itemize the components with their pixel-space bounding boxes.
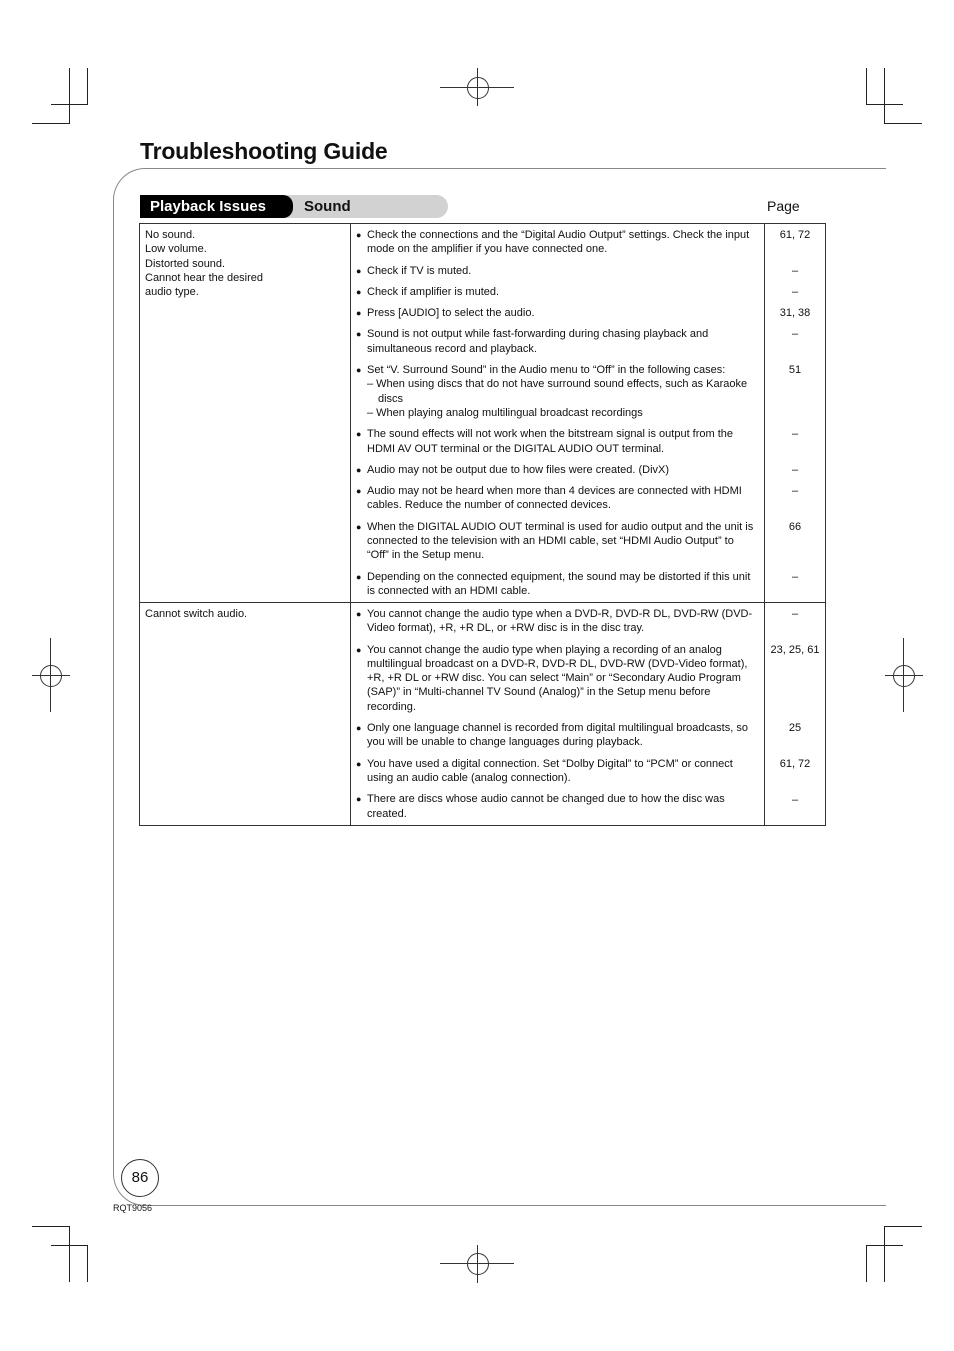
cause-text: You cannot change the audio type when playing a recording of an analog multilingual broadcast on a DVD-R, DVD-R DL, DVD-RW (DVD-Video format), +R, +R DL or +RW disc. You can select “Main” or “Secondary Audio Program (SAP)” in “Multi-channel TV Sound (Analog)” in the Setup menu before recording. <box>367 643 748 713</box>
causes-cell <box>351 224 765 603</box>
page-reference: – <box>791 794 799 806</box>
bullet-icon: ● <box>356 230 362 240</box>
page-reference: – <box>791 571 799 583</box>
problem-cell <box>140 224 351 603</box>
page-title: Troubleshooting Guide <box>140 138 388 164</box>
bullet-icon: ● <box>356 308 362 319</box>
bullet-icon: ● <box>356 486 362 497</box>
cause-item <box>351 603 764 639</box>
problem-text: Low volume. <box>145 243 207 256</box>
cause-text: Depending on the connected equipment, the sound may be distorted if this unit is connected with an HDMI cable. <box>367 570 751 597</box>
page-reference: – <box>791 464 799 476</box>
bullet-icon: ● <box>356 521 362 532</box>
problem-text: audio type. <box>145 286 199 299</box>
cause-item <box>351 788 764 824</box>
page-reference: 61, 72 <box>779 229 811 241</box>
cause-text: Only one language channel is recorded from digital multilingual broadcasts, so you will be unable to change languages during playback. <box>367 722 748 749</box>
cause-text: You have used a digital connection. Set “Dolby Digital” to “PCM” or connect using an audio cable (analog connection). <box>367 757 733 784</box>
page-column-label: Page <box>767 198 800 214</box>
page-reference: – <box>791 328 799 340</box>
cause-item <box>351 260 764 281</box>
page-reference: 23, 25, 61 <box>770 644 820 656</box>
cause-item <box>351 323 764 359</box>
table-row <box>140 603 826 826</box>
cause-item <box>351 717 764 753</box>
cause-text: Check if amplifier is muted. <box>367 285 500 298</box>
cause-text: There are discs whose audio cannot be changed due to how the disc was created. <box>367 793 725 820</box>
cause-item <box>351 566 764 602</box>
page-reference: – <box>791 265 799 277</box>
page-reference: 31, 38 <box>779 307 811 319</box>
problem-text: No sound. <box>145 229 196 241</box>
cause-item <box>351 480 764 516</box>
cause-item <box>351 639 764 717</box>
page-reference: 61, 72 <box>779 758 811 770</box>
page-reference: – <box>791 286 799 298</box>
cause-text: Check if TV is muted. <box>367 264 472 277</box>
cause-text: Press [AUDIO] to select the audio. <box>367 307 535 320</box>
page-reference: 66 <box>788 521 802 533</box>
bullet-icon: ● <box>356 329 362 340</box>
cause-text: Audio may not be output due to how files were created. (DivX) <box>367 463 670 476</box>
cause-item <box>351 302 764 323</box>
cause-text: When the DIGITAL AUDIO OUT terminal is used for audio output and the unit is connected to the television with an HDMI cable, set “HDMI Audio Output” to “Off” in the Setup menu. <box>367 520 754 562</box>
document-code: RQT9056 <box>113 1203 153 1213</box>
cause-item <box>351 224 764 260</box>
section-tab: Playback Issues <box>140 195 293 218</box>
cause-text: Sound is not output while fast-forwarding during chasing playback and simultaneous record and playback. <box>367 328 709 355</box>
cause-text: Set “V. Surround Sound” in the Audio menu to “Off” in the following cases: <box>367 364 726 377</box>
bullet-icon: ● <box>356 365 362 376</box>
bullet-icon: ● <box>356 644 362 655</box>
cause-item <box>351 359 764 423</box>
page-ref-cell <box>765 603 826 826</box>
bullet-icon: ● <box>356 464 362 475</box>
page-reference: – <box>791 485 799 497</box>
cause-text: Check the connections and the “Digital Audio Output” settings. Check the input mode on the amplifier if you have connected one. <box>367 229 750 256</box>
troubleshooting-table <box>139 223 826 826</box>
cause-text: Audio may not be heard when more than 4 devices are connected with HDMI cables. Reduce the number of connected devices. <box>367 485 742 512</box>
bullet-icon: ● <box>356 429 362 440</box>
cause-item <box>351 753 764 789</box>
problem-text: Cannot switch audio. <box>145 608 248 620</box>
bullet-icon: ● <box>356 571 362 582</box>
table-row <box>140 224 826 603</box>
cause-text: The sound effects will not work when the bitstream signal is output from the HDMI AV OUT terminal or the DIGITAL AUDIO OUT terminal. <box>367 428 734 455</box>
problem-text: Cannot hear the desired <box>145 271 264 284</box>
page-number: 86 <box>121 1159 159 1197</box>
problem-text: Distorted sound. <box>145 257 226 270</box>
bullet-icon: ● <box>356 758 362 769</box>
bullet-icon: ● <box>356 794 362 805</box>
problem-cell <box>140 603 351 826</box>
page-reference: 51 <box>788 364 802 376</box>
cause-item <box>351 281 764 302</box>
cause-item <box>351 459 764 480</box>
page-reference: 25 <box>788 722 802 734</box>
bullet-icon: ● <box>356 723 362 734</box>
bullet-icon: ● <box>356 265 362 276</box>
page-ref-cell <box>765 224 826 603</box>
section-subtitle: Sound <box>304 198 351 215</box>
bullet-icon: ● <box>356 609 362 619</box>
cause-text: You cannot change the audio type when a DVD-R, DVD-R DL, DVD-RW (DVD-Video format), +R, +R DL, or +RW disc is in the disc tray. <box>367 608 753 635</box>
cause-item <box>351 516 764 566</box>
bullet-icon: ● <box>356 286 362 297</box>
cause-subitem: – When using discs that do not have surround sound effects, such as Karaoke discs <box>367 378 748 405</box>
cause-item <box>351 423 764 459</box>
cause-subitem: – When playing analog multilingual broadcast recordings <box>367 406 643 419</box>
causes-cell <box>351 603 765 826</box>
page-reference: – <box>791 428 799 440</box>
page-reference: – <box>791 608 799 620</box>
